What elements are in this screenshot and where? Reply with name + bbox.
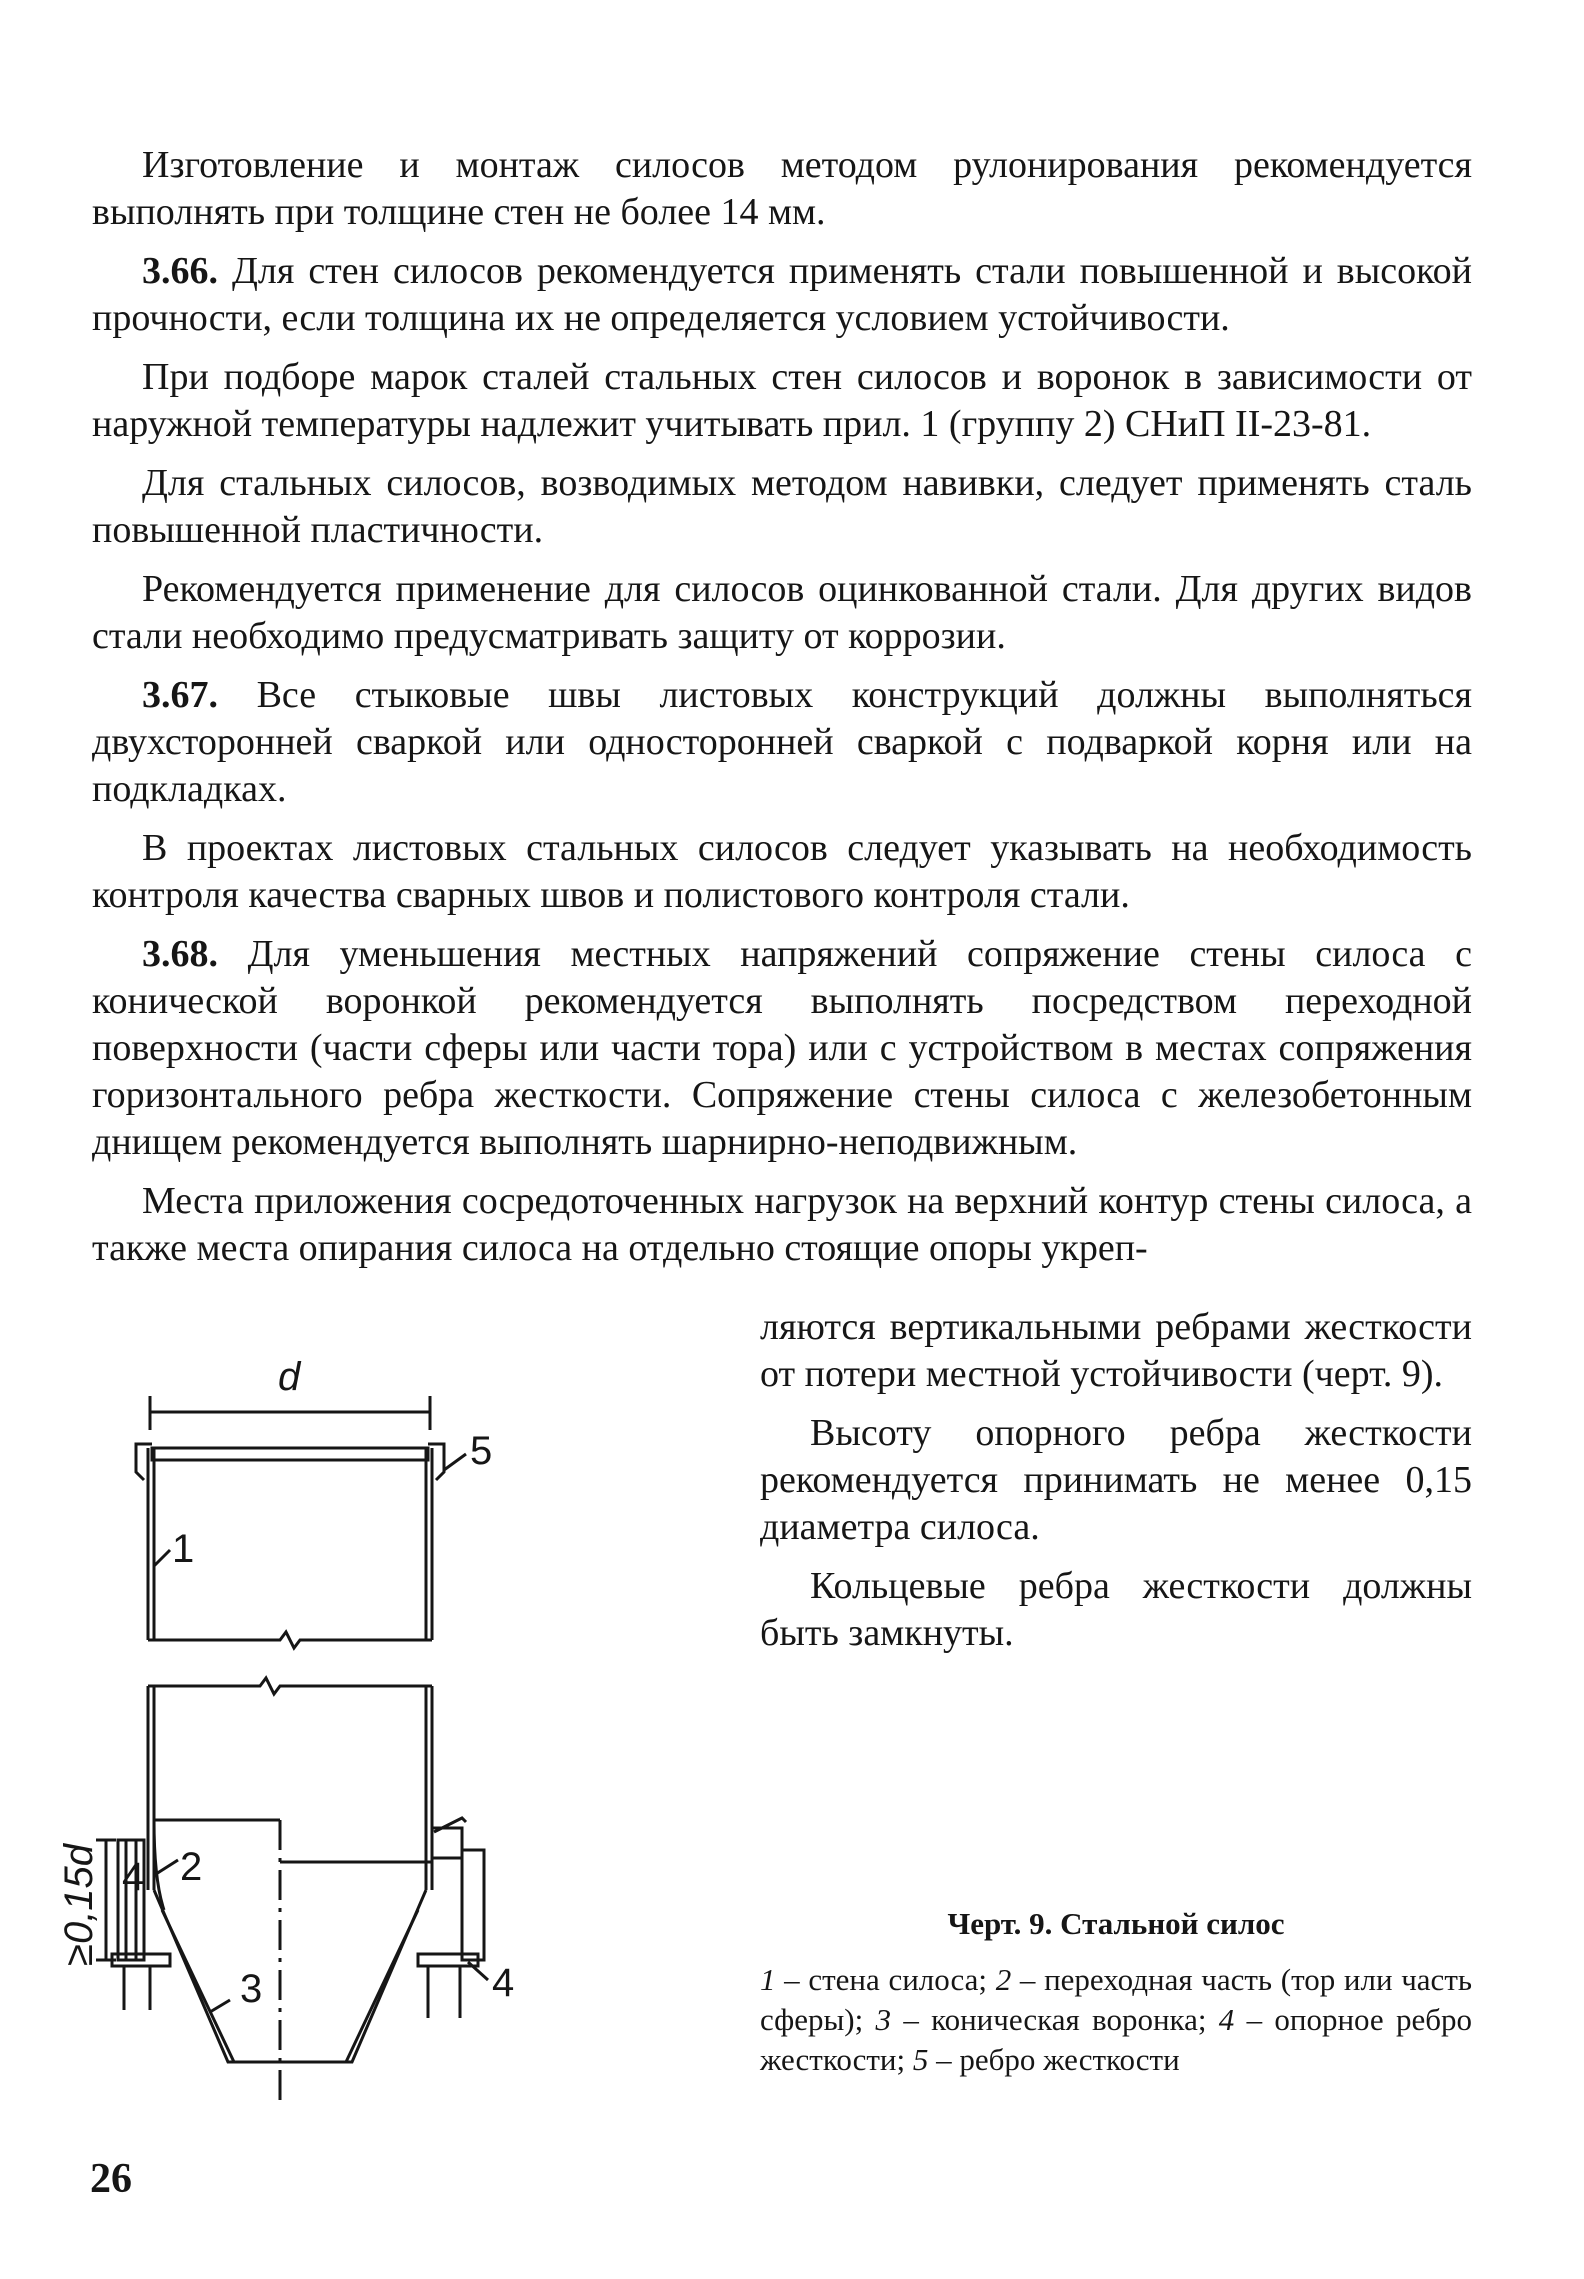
- paragraph-text: Для стальных силосов, возводимых методом навивки, следует применять сталь повышенной пластичности.: [92, 462, 1472, 551]
- paragraph-continuation: [760, 1304, 1472, 1398]
- clause-number: 3.67.: [142, 674, 218, 716]
- break-line: [148, 1632, 432, 1648]
- leader-line: [444, 1454, 466, 1470]
- legend-text: – стена силоса;: [775, 1962, 996, 1997]
- legend-number: 3: [875, 2002, 892, 2037]
- dimension-label-height: ≥0,15d: [57, 1843, 101, 1966]
- paragraph: [92, 566, 1472, 660]
- paragraph-text: Изготовление и монтаж силосов методом рулонирования рекомендуется выполнять при толщине стен не более 14 мм.: [92, 144, 1472, 233]
- dimension-label-d: d: [278, 1355, 301, 1399]
- callout-3: 3: [240, 1967, 263, 2011]
- silo-drawing-svg: [57, 1350, 770, 2130]
- paragraph: [92, 248, 1472, 342]
- paragraph: [92, 931, 1472, 1166]
- callout-1: 1: [172, 1527, 195, 1571]
- legend-number: 5: [912, 2042, 929, 2077]
- legend-text: – коническая воронка;: [891, 2002, 1219, 2037]
- paragraph-text: Высоту опорного ребра жесткости рекомендуется принимать не менее 0,15 диаметра силоса.: [760, 1412, 1472, 1548]
- paragraph: [92, 825, 1472, 919]
- caption-legend: [760, 1960, 1472, 2080]
- silo-drawing: [57, 1350, 770, 2130]
- break-line: [148, 1678, 432, 1694]
- legend-number: 2: [995, 1962, 1012, 1997]
- legend-number: 4: [1218, 2002, 1235, 2037]
- clause-number: 3.68.: [142, 933, 218, 975]
- paragraph: [92, 142, 1472, 236]
- paragraph: [92, 672, 1472, 813]
- main-text: [92, 142, 1472, 1284]
- hopper-inner: [346, 1910, 418, 2062]
- legend-number: 1: [760, 1962, 776, 1997]
- leader-line: [156, 1860, 178, 1874]
- paragraph-text: ляются вертикальными ребрами жесткости от потери местной устойчивости (черт. 9).: [760, 1306, 1472, 1395]
- hopper-inner: [162, 1910, 234, 2062]
- support-bracket-right: [432, 1828, 462, 1858]
- callout-4-right: 4: [492, 1961, 515, 2005]
- legend-text: – опорное ребро жесткости;: [760, 2002, 1472, 2077]
- clause-number: 3.66.: [142, 250, 218, 292]
- leader-line: [154, 1550, 170, 1566]
- paragraph: [92, 354, 1472, 448]
- top-ring-rib: [152, 1448, 428, 1460]
- callout-2: 2: [180, 1845, 203, 1889]
- paragraph: [760, 1410, 1472, 1551]
- support-rib-right: [462, 1850, 484, 1960]
- legend-text: – ребро жесткости: [928, 2042, 1180, 2077]
- leader-line: [210, 2000, 230, 2012]
- paragraph: [92, 1178, 1472, 1272]
- paragraph-text: Кольцевые ребра жесткости должны быть замкнуты.: [760, 1565, 1472, 1654]
- paragraph-text: При подборе марок сталей стальных стен силосов и воронок в зависимости от наружной температуры надлежит учитывать прил. 1 (группу 2) СНиП II-23-81.: [92, 356, 1472, 445]
- paragraph: [92, 460, 1472, 554]
- paragraph: [760, 1563, 1472, 1657]
- paragraph-text: Все стыковые швы листовых конструкций должны выполняться двухсторонней сваркой или односторонней сваркой с подваркой корня или на подкладках.: [92, 674, 1472, 810]
- paragraph-text: Рекомендуется применение для силосов оцинкованной стали. Для других видов стали необходимо предусматривать защиту от коррозии.: [92, 568, 1472, 657]
- side-text: [760, 1304, 1472, 1669]
- paragraph-text: Для стен силосов рекомендуется применять стали повышенной и высокой прочности, если толщина их не определяется условием устойчивости.: [92, 250, 1473, 339]
- caption-title: Черт. 9. Стальной силос: [947, 1906, 1285, 1941]
- legend-text: – переходная часть (тор или часть сферы);: [760, 1962, 1473, 2037]
- ring-right-flange: [428, 1444, 444, 1480]
- page-number: 26: [90, 2156, 132, 2202]
- paragraph-text: В проектах листовых стальных силосов следует указывать на необходимость контроля качества сварных швов и полистового контроля стали.: [92, 827, 1472, 916]
- paragraph-text: Места приложения сосредоточенных нагрузок на верхний контур стены силоса, а также места опирания силоса на отдельно стоящие опоры укреп-: [92, 1180, 1472, 1269]
- callout-5: 5: [470, 1429, 493, 1473]
- figure-caption: [760, 1906, 1472, 2080]
- callout-4-left: 4: [122, 1855, 145, 1899]
- paragraph-text: Для уменьшения местных напряжений сопряжение стены силоса с конической воронкой рекомендуется выполнять посредством переходной поверхности (части сферы или части тора) или с устройством в местах сопряжения горизонтального ребра жесткости. Сопряжение стены силоса с железобетонным днищем рекомендуется выполнять шарнирно-неподвижным.: [92, 933, 1473, 1163]
- ring-left-flange: [136, 1444, 152, 1480]
